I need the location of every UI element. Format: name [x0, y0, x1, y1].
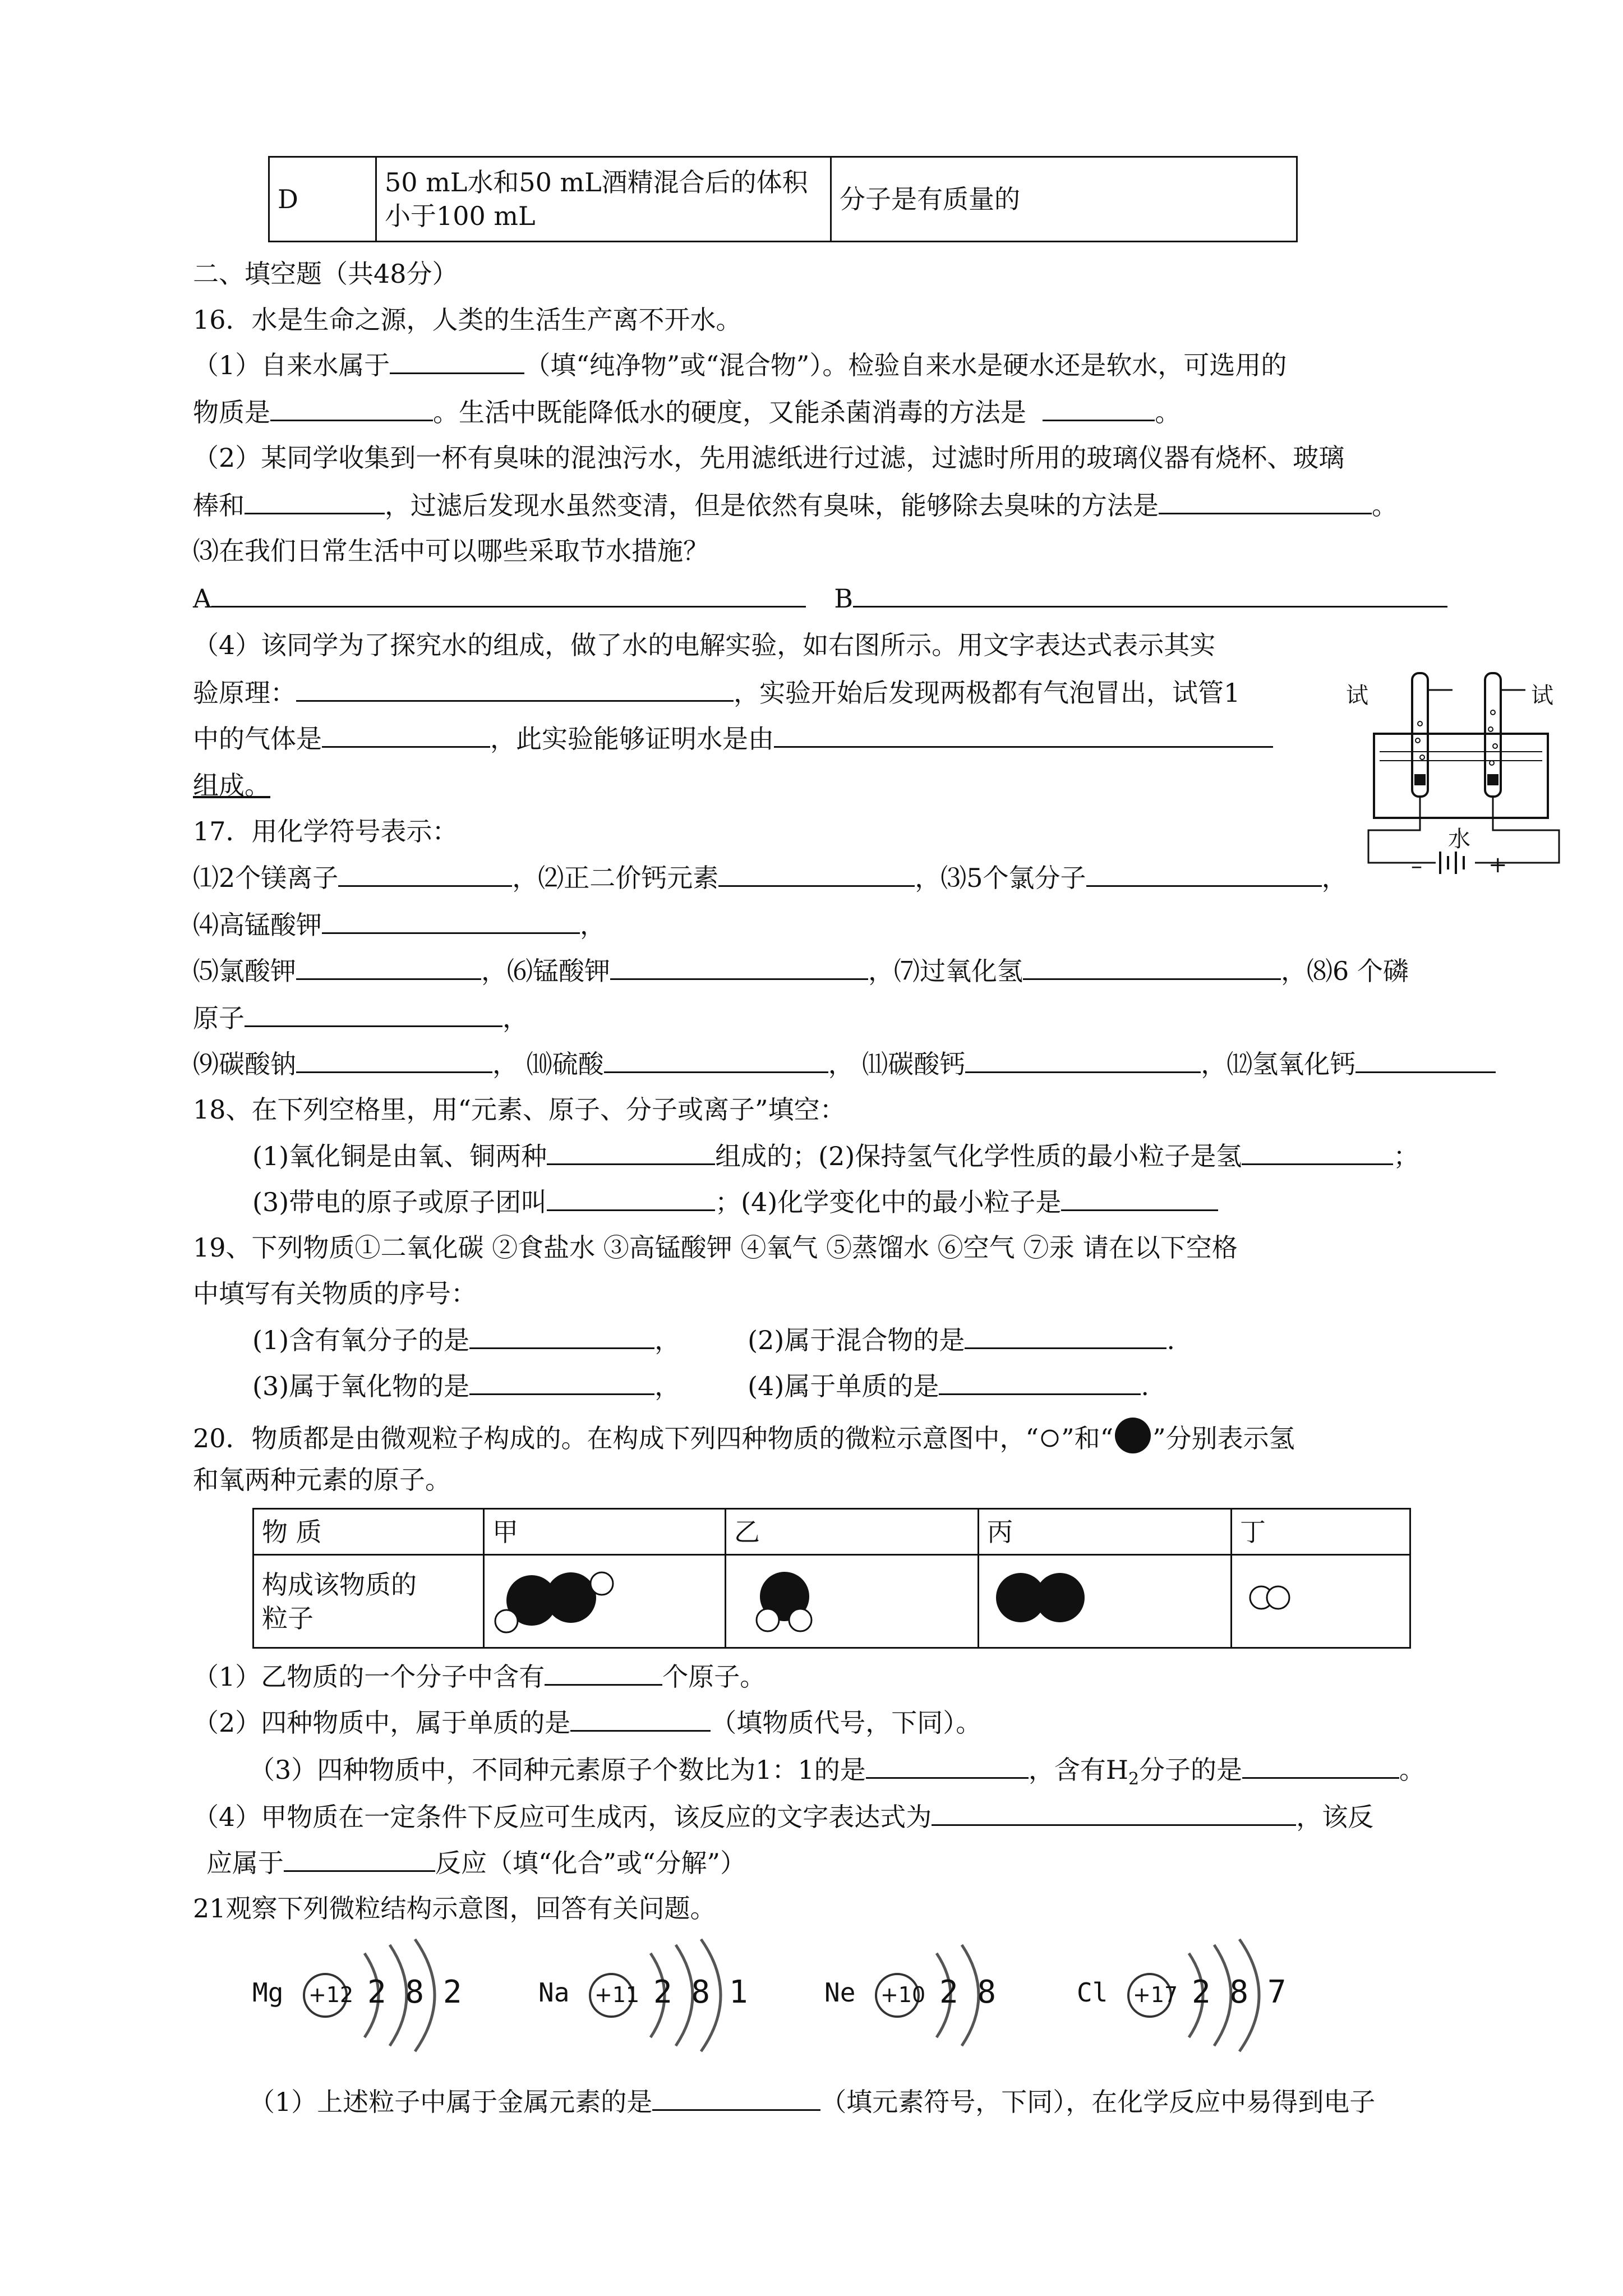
top-table: [268, 156, 1298, 242]
nucleus-charge: +11: [594, 1982, 640, 2007]
answer-blank[interactable]: [1355, 1047, 1496, 1073]
answer-blank[interactable]: [610, 954, 868, 980]
row-label: 构成该物质的 粒子: [253, 1555, 484, 1648]
q21-stem: 21观察下列微粒结构示意图，回答有关问题。: [193, 1893, 716, 1924]
answer-blank[interactable]: [296, 675, 734, 702]
q18-stem: 18、在下列空格里，用“元素、原子、分子或离子”填空：: [193, 1094, 846, 1125]
element-symbol: Na: [538, 1977, 570, 2008]
answer-blank[interactable]: [338, 861, 512, 887]
answer-blank[interactable]: [322, 721, 490, 748]
col-header: 乙: [726, 1509, 979, 1555]
plus-label: +: [1488, 852, 1507, 878]
q19-stem-cont: 中填写有关物质的序号：: [193, 1278, 477, 1309]
answer-blank[interactable]: [1086, 861, 1322, 887]
answer-blank[interactable]: [1061, 1185, 1218, 1211]
element-symbol: Ne: [824, 1977, 856, 2008]
col-header: 物 质: [253, 1509, 484, 1555]
q20-stem-cont: 和氧两种元素的原子。: [193, 1465, 451, 1495]
answer-blank[interactable]: [390, 348, 524, 374]
q16-p4-cont: 验原理： ，实验开始后发现两极都有气泡冒出，试管1: [193, 675, 1240, 710]
fact-cell: 50 mL水和50 mL酒精混合后的体积 小于100 mL: [376, 157, 831, 242]
electron-shells: 2 8 2: [367, 1974, 462, 2010]
electrolysis-figure: [1346, 662, 1581, 898]
answer-blank[interactable]: [853, 581, 1447, 608]
col-header: 甲: [484, 1509, 726, 1555]
test-tube-label-right: 试: [1531, 683, 1553, 708]
q20-s3: （3）四种物质中，不同种元素原子个数比为1：1的是 ，含有$H_2$分子的是 。: [249, 1752, 1425, 1796]
q17-row4: 原子 ，: [193, 1001, 528, 1035]
answer-blank[interactable]: [718, 861, 915, 887]
q16-p4-cont2: 中的气体是 ，此实验能够证明水是由: [193, 721, 1273, 756]
answer-blank[interactable]: [965, 1323, 1166, 1349]
answer-blank[interactable]: [547, 1139, 715, 1165]
answer-blank[interactable]: [245, 1001, 502, 1027]
section-title: 二、填空题（共48分）: [193, 259, 458, 289]
q20-s1: （1）乙物质的一个分子中含有 个原子。: [193, 1659, 766, 1694]
answer-blank[interactable]: [1023, 954, 1281, 980]
q16-p3-answers: A B: [193, 581, 1447, 615]
molecule-bing-icon: [987, 1558, 1099, 1637]
answer-blank[interactable]: [547, 1185, 715, 1211]
hydrogen-atom-icon: [1039, 1427, 1061, 1450]
molecule-ding: [1232, 1555, 1410, 1648]
q17-row1: ⑴2个镁离子 ，⑵正二价钙元素 ，⑶5个氯分子 ，: [193, 861, 1348, 895]
q20-s4-cont: 应属于 反应（填“化合”或“分解”）: [206, 1846, 746, 1880]
answer-blank[interactable]: [1043, 395, 1155, 421]
q16-p2-cont: 棒和 ，过滤后发现水虽然变清，但是依然有臭味，能够除去臭味的方法是 。: [193, 488, 1398, 522]
molecule-yi: [726, 1555, 979, 1648]
electron-shells: 2 8 7: [1192, 1974, 1287, 2010]
answer-blank[interactable]: [245, 488, 385, 514]
atom-diagram-mg: [252, 1936, 477, 2054]
answer-blank[interactable]: [932, 1800, 1296, 1826]
q17-stem: 17．用化学符号表示：: [193, 816, 458, 846]
q20-s2: （2）四种物质中，属于单质的是 （填物质代号，下同）。: [193, 1705, 981, 1740]
answer-blank[interactable]: [652, 2085, 820, 2111]
element-symbol: Mg: [252, 1977, 284, 2008]
answer-blank[interactable]: [604, 1047, 828, 1073]
answer-blank[interactable]: [1159, 488, 1372, 514]
q16-p2: （2）某同学收集到一杯有臭味的混浊污水，先用滤纸进行过滤，过滤时所用的玻璃仪器有烧杯、玻璃: [193, 443, 1345, 473]
q20-stem: 20．物质都是由微观粒子构成的。在构成下列四种物质的微粒示意图中，“ ”和“ ”分别表示氢: [193, 1416, 1295, 1455]
nucleus-charge: +12: [308, 1982, 354, 2007]
col-header: 丁: [1232, 1509, 1410, 1555]
atom-diagram-cl: [1077, 1936, 1301, 2054]
answer-blank[interactable]: [774, 721, 1273, 748]
q17-row5: ⑼碳酸钠 ， ⑽硫酸 ， ⑾碳酸钙 ，⑿氢氧化钙: [193, 1047, 1496, 1081]
q19-row1: (1)含有氧分子的是 ， (2)属于混合物的是 .: [252, 1323, 1175, 1357]
q17-row2: ⑷高锰酸钾 ，: [193, 908, 606, 942]
atom-diagram-na: [538, 1936, 763, 2054]
q18-row1: (1)氧化铜是由氧、铜两种 组成的；(2)保持氢气化学性质的最小粒子是氢 ；: [252, 1139, 1419, 1173]
answer-blank[interactable]: [322, 908, 580, 934]
particle-table: [252, 1508, 1411, 1649]
q19-stem: 19、下列物质①二氧化碳 ②食盐水 ③高锰酸钾 ④氧气 ⑤蒸馏水 ⑥空气 ⑦汞 请在以下空格: [193, 1232, 1238, 1263]
q19-row2: (3)属于氧化物的是 ， (4)属于单质的是 .: [252, 1369, 1149, 1403]
answer-blank[interactable]: [1242, 1752, 1399, 1779]
electron-shells: 2 8 1: [653, 1974, 748, 2010]
q16-p1-cont: 物质是 。生活中既能降低水的硬度，又能杀菌消毒的方法是 。: [193, 395, 1181, 429]
molecule-jia-icon: [492, 1558, 638, 1637]
q16-p4-cont3: 组成。: [193, 770, 270, 800]
molecule-ding-icon: [1240, 1558, 1307, 1637]
answer-blank[interactable]: [939, 1369, 1141, 1395]
molecule-bing: [979, 1555, 1232, 1648]
q18-row2: (3)带电的原子或原子团叫 ；(4)化学变化中的最小粒子是: [252, 1185, 1218, 1219]
q16-p4: （4）该同学为了探究水的组成，做了水的电解实验，如右图所示。用文字表达式表示其实: [193, 630, 1216, 660]
electron-shells: 2 8: [939, 1974, 997, 2010]
answer-blank[interactable]: [469, 1369, 654, 1395]
atom-diagram-ne: [824, 1936, 1026, 2054]
answer-blank[interactable]: [1242, 1139, 1393, 1165]
element-symbol: Cl: [1077, 1977, 1108, 2008]
answer-blank[interactable]: [866, 1752, 1029, 1779]
answer-blank[interactable]: [296, 1047, 492, 1073]
answer-blank[interactable]: [211, 581, 806, 608]
q20-s4: （4）甲物质在一定条件下反应可生成丙，该反应的文字表达式为 ，该反: [193, 1800, 1373, 1834]
answer-blank[interactable]: [270, 395, 433, 421]
q21-s1: （1）上述粒子中属于金属元素的是 （填元素符号，下同），在化学反应中易得到电子: [249, 2085, 1375, 2119]
answer-blank[interactable]: [965, 1047, 1201, 1073]
answer-blank[interactable]: [469, 1323, 654, 1349]
answer-blank[interactable]: [570, 1705, 711, 1732]
answer-blank[interactable]: [296, 954, 481, 980]
col-header: 丙: [979, 1509, 1232, 1555]
q16-p3: ⑶在我们日常生活中可以哪些采取节水措施？: [193, 536, 709, 566]
molecule-jia: [484, 1555, 726, 1648]
water-label: 水: [1448, 826, 1470, 852]
q17-row3: ⑸氯酸钾 ，⑹锰酸钾 ，⑺过氧化氢 ，⑻6 个磷: [193, 954, 1409, 988]
answer-blank[interactable]: [284, 1846, 435, 1872]
minus-label: –: [1411, 853, 1422, 879]
test-tube-label-left: 试: [1346, 683, 1368, 708]
row-label: D: [269, 157, 376, 242]
q16-p1: （1）自来水属于 （填“纯净物”或“混合物”）。检验自来水是硬水还是软水，可选用的: [193, 348, 1287, 382]
nucleus-charge: +10: [880, 1982, 926, 2007]
oxygen-atom-icon: [1113, 1416, 1152, 1455]
answer-blank[interactable]: [545, 1659, 662, 1686]
q16-stem: 16．水是生命之源，人类的生活生产离不开水。: [193, 305, 742, 335]
nucleus-charge: +17: [1133, 1982, 1178, 2007]
explanation-cell: 分子是有质量的: [831, 157, 1297, 242]
molecule-yi-icon: [734, 1558, 835, 1637]
